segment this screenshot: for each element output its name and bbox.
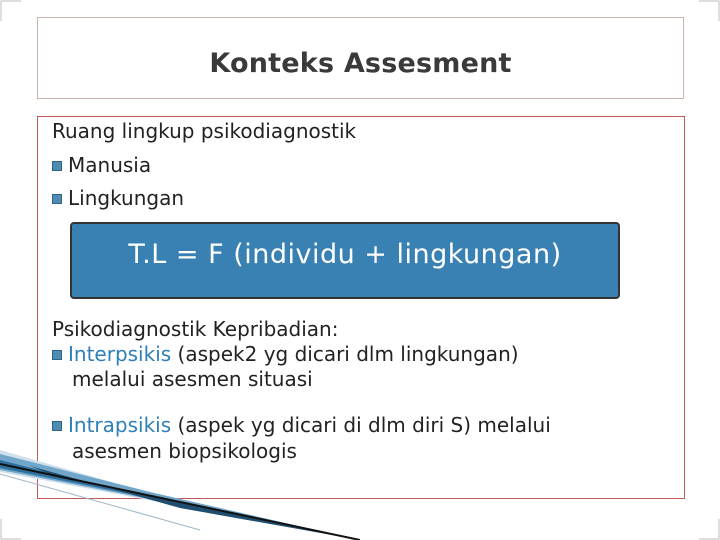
title-box — [37, 17, 684, 99]
intrapsikis-continuation: asesmen biopsikologis — [72, 439, 297, 463]
personality-heading: Psikodiagnostik Kepribadian: — [52, 317, 339, 341]
term-intrapsikis: Intrapsikis — [68, 413, 172, 437]
interpsikis-description: (aspek2 yg dicari dlm lingkungan) — [171, 342, 519, 366]
formula-box — [70, 222, 620, 299]
intrapsikis-description: (aspek yg dicari di dlm diri S) melalui — [171, 413, 551, 437]
square-bullet-icon — [52, 194, 62, 204]
formula-text: T.L = F (individu + lingkungan) — [128, 239, 562, 270]
list-item-label: Manusia — [68, 153, 152, 177]
list-item-lingkungan — [52, 186, 184, 211]
square-bullet-icon — [52, 161, 62, 171]
square-bullet-icon — [52, 350, 62, 360]
interpsikis-continuation: melalui asesmen situasi — [72, 367, 313, 391]
list-item-interpsikis — [52, 342, 519, 367]
list-item-label: Lingkungan — [68, 186, 185, 210]
scope-heading: Ruang lingkup psikodiagnostik — [52, 119, 357, 143]
decorative-swoosh — [0, 430, 360, 540]
list-item-manusia — [52, 153, 151, 178]
term-interpsikis: Interpsikis — [68, 342, 172, 366]
slide-title: Konteks Assesment — [209, 47, 512, 79]
